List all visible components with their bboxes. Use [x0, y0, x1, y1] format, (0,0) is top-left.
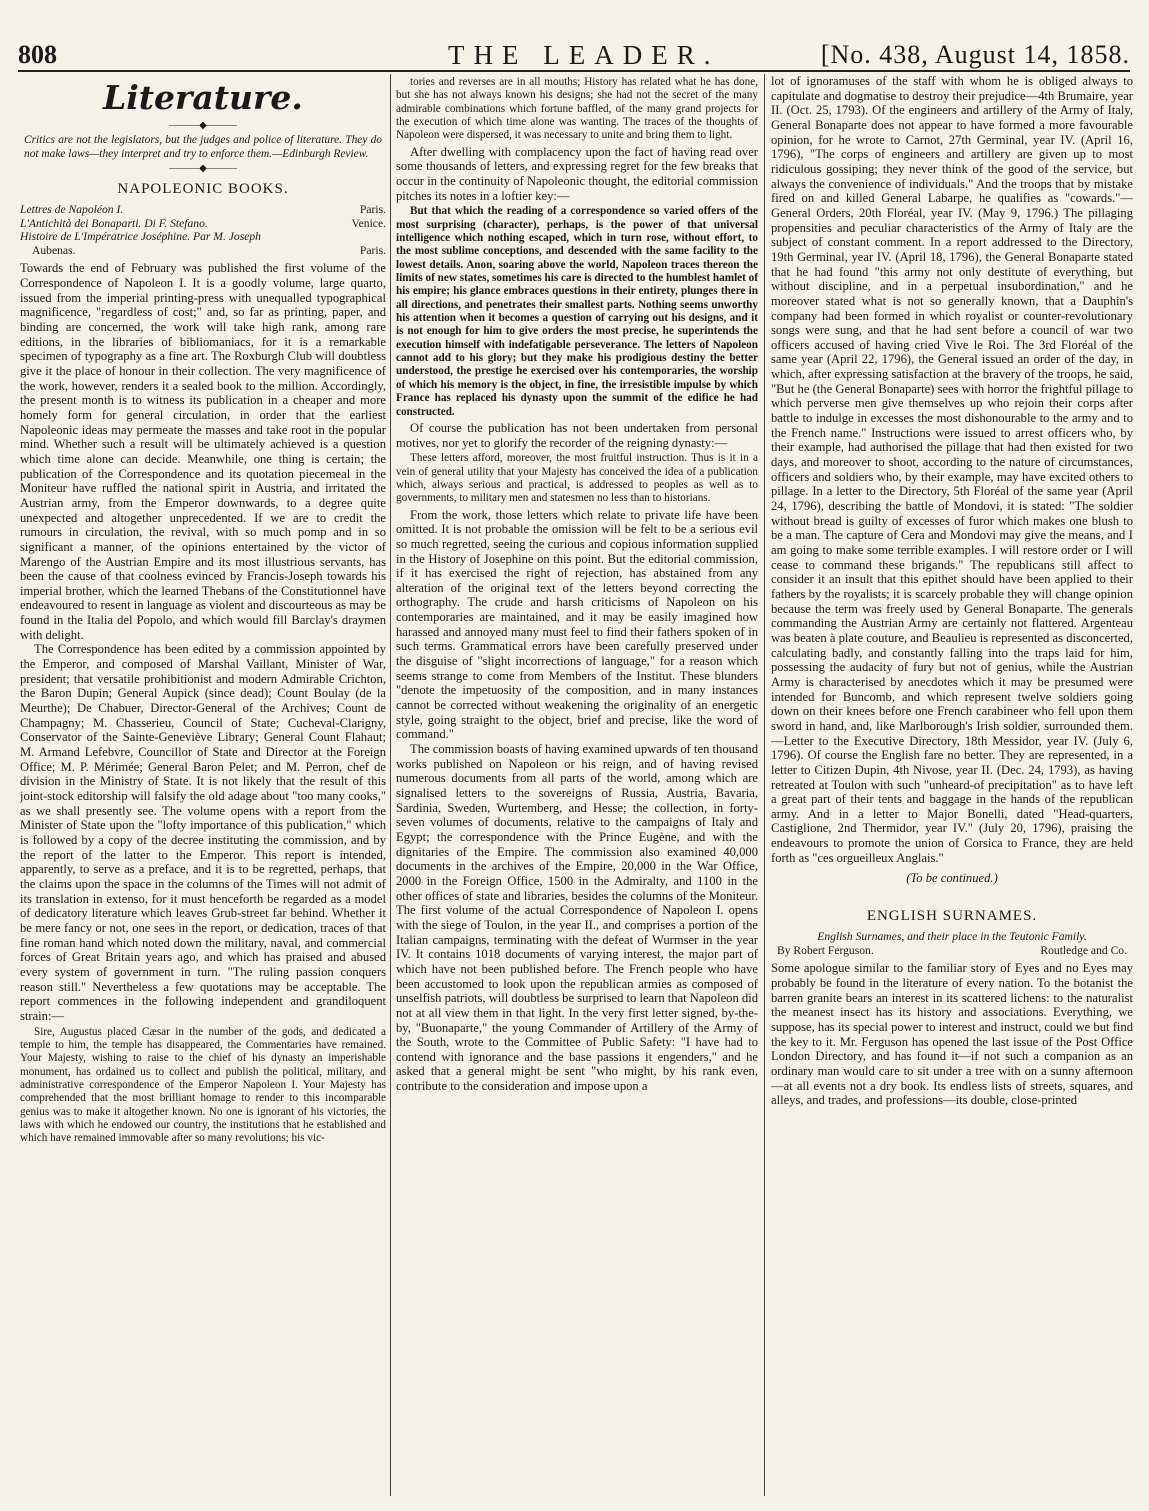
body-paragraph: lot of ignoramuses of the staff with whom he is obliged always to capitulate and dogmatise to destroy their prejudice—4th Brumaire, year II. (Oct. 25, 1793). Of the engineers and artillery of the Army of Italy, General Bonaparte does not appear to have formed a more favourable opinion, for he wrote to Carnot, 27th Germinal, year IV. (April 16, 1796), "The corps of engineers and artillery are given up to most ridiculous gossiping; they never think of the good of the service, but always the convenience of individuals." And the troops that by mistake fired on and killed General Labarpe, he qualifies as "cowards."—General Orders, 20th Floréal, year IV. (May 9, 1796.) The pillaging propensities and peculiar characteristics of the Army of Italy are the subject of constant comment. In a report addressed to the Directory, 19th Germinal, year IV. (April 18, 1796), the General Bonaparte stated that he had found "this army not only destitute of everything, but without discipline, and in a perpetual insubordination," and he moreover stated what is not so generally known, that a Dauphin's company had been formed in which royalist or counter-revolutionary songs were sung, and that he had sent before a council of war two officers accused of having cried Vive le Roi. The 3rd Floréal of the same year (April 22, 1796), the General issued an order of the day, in which, after expressing satisfaction at the bravery of the troops, he said, "But he (the General Bonaparte) sees with horror the frightful pillage to which perverse men give themselves up who rejoin their corps after battle to indulge in excesses the most dishonourable to the army and to the French name." Instructions were issued to arrest officers who, by their example, had authorised the pillage that had then existed for two days, and moreover to shoot, according to the nature of circumstances, officers and soldiers who, by their example, may have excited others to pillage. In a letter to the Directory, 5th Floréal of the same year (April 24, 1796), describing the battle of Mondovi, it is stated: "The soldier without bread is guilty of excesses of furor which makes one blush to be a man. The capture of Cera and Mondovi may give the means, and I am going to make some terrible examples. I will restore order or I will cease to command these brigands." The republicans still affect to consider it an insult that this epithet should have been applied to their fathers by the royalists; it is scarcely probable they will change opinion because the term was freely used by General Bonaparte. The generals commanding the Austrian Army are certainly not flattered. Argenteau was beaten à plate couture, and Beaulieu is represented as disconcerted, calculating badly, and constantly falling into the traps laid for him, possessing the audacity of fury but not of genius, while the Austrian Army is characterised by anecdotes which it may be presumed were intended for Buncomb, and which represent twelve soldiers going down on their knees before one French carabineer who fell upon them sword in hand, and, like Marlborough's Irish soldier, surrounded them.—Letter to the Executive Directory, 18th Messidor, year IV. (July 6, 1796). Of course the English fare no better. They are represented, in a letter to Citizen Dupin, 4th Nivose, year II. (Dec. 24, 1793), as having retreated at Toulon with such "unheard-of precipitation" as to have left a great part of their tents and baggage in the hands of the republican army. And in a letter to Major Bonelli, dated "Head-quarters, Castiglione, 2nd Thermidor, year IV." (July 20, 1796), praising the endeavours to promote the union of Corsica to France, they are held forth as "ces orgueilleux Anglais." [771, 74, 1133, 865]
body-paragraph: The Correspondence has been edited by a commission appointed by the Emperor, and composed of Marshal Vaillant, Minister of War, president; that versatile prohibitionist and modern Admirable Crichton, the Baron Dupin; General Aupick (since dead); Count Boulay (de la Meurthe); De Chabuer, Director-General of the Archives; Count de Champagny; M. Chasserieu, Council of State; Cucheval-Clarigny, Conservator of the Sainte-Geneviève Library; General Count Flahaut; M. Armand Lefebvre, Councillor of State and Director at the Foreign Office; M. P. Mérimée; General Baron Pelet; and M. Perron, chef de division in the Ministry of State. It is not likely that the result of this joint-stock editorship will falsify the old adage about "too many cooks," as we shall presently see. The volume opens with a report from the Minister of State upon the "lofty importance of this publication," which is followed by a copy of the decree instituting the commission, and by the report of the latter to the Emperor. This report is intended, apparently, to serve as a preface, and it is to be regretted, perhaps, that the claims upon the space in the columns of the Times will not admit of its translation in extenso, for it must henceforth be regarded as a model of dedicatory literature which leaves Grub-street far behind. Whether it be mere fancy or not, one sees in the report, or dedication, traces of that fine roman hand which noted down the military, naval, and commercial forces of Great Britain years ago, and which has praised and abused every system of government in turn. "The ruling passion conquers reason still." Nevertheless a few quotations may be acceptable. The report commences in the following independent and grandiloquent strain:— [20, 642, 386, 1023]
column-divider [390, 74, 391, 1496]
block-quote: These letters afford, moreover, the most fruitful instruction. Thus is it in a vein of general utility that your Majesty has conceived the idea of a publication which, always serious and practical, is addressed to peoples as well as to governments, to military men and statesmen no less than to historians. [396, 452, 758, 505]
bib-entry: Aubenas. Paris. [32, 243, 386, 257]
bib-entry: By Robert Ferguson. Routledge and Co. [777, 943, 1127, 957]
block-quote: But that which the reading of a correspondence so varied offers of the most surprising (character), perhaps, is the power of that universal intelligence which nothing escaped, which in turn rose, without effort, to the most sublime conceptions, and descended with the same facility to the lowest details. Anon, soaring above the world, Napoleon traces thereon the limits of new states, sometimes his care is directed to the humblest hamlet of his empire; his glance embraces questions in their entirety, plunges there in all directions, and penetrates their smallest parts. Nothing seems unworthy his attention when it becomes a question of carrying out his designs, and it is not enough for him to give orders the most precise, he superintends the execution himself with indefatigable perseverance. The letters of Napoleon cannot add to his glory; but they make his prodigious destiny the better understood, the prestige he exercised over his contemporaries, the worship of which his memory is the object, in fine, the irresistible impulse by which France has replaced his dynasty upon the summit of the edifice he had constructed. [396, 205, 758, 418]
body-paragraph: Some apologue similar to the familiar story of Eyes and no Eyes may probably be found in the literature of every nation. To the botanist the barren granite bears an interest in its scattered lichens: to the naturalist the meanest insect has its history and associations. Everything, we suppose, has its special power to interest and instruct, could we but find the key to it. Mr. Ferguson has opened the last issue of the Post Office London Directory, and has found it—if not such a companion as an ordinary man would care to sit under a tree with on a sunny afternoon—at all events not a dry book. Its endless lists of streets, squares, and alleys, and trades, and professions—its double, close-printed [771, 961, 1133, 1108]
body-paragraph: From the work, those letters which relate to private life have been omitted. It is not probable the omission will be felt to be a serious evil so much regretted, seeing the curious and copious information supplied in the History of Josephine on this point. But the editorial commission, if it has exercised the right of rejection, has abstained from any alteration of the original text of the letters beyond correcting the orthography. The crude and harsh criticisms of Napoleon on his contemporaries are maintained, and it may be easily imagined how harassed and annoyed many must feel to find their fathers spoken of in such terms. Grammatical errors have been carefully preserved under the disguise of "slight incorrections of language," for a reason which seems strange to come from Members of the Institut. These blunders "denote the impetuosity of the composition, and in many instances cannot be corrected without weakening the originality of an energetic style, going straight to the object, brief and precise, like the word of command." [396, 507, 758, 742]
body-paragraph: The commission boasts of having examined upwards of ten thousand works published on Napoleon or his reign, and of having revised numerous documents from all parts of the world, among which are signalised letters to the sovereigns of Russia, Austria, Bavaria, Sardinia, Sweden, Wurtemberg, and Hesse; the collection, in forty-seven volumes of documents, relative to the campaigns of Italy and Egypt; the correspondence with the Prince Eugène, and with the dignitaries of the Empire. The commission also examined 40,000 documents in the archives of the Empire, 20,000 in the War Office, 2000 in the Foreign Office, 1500 in the Admiralty, and 1100 in the other offices of state and libraries, besides the columns of the Moniteur. The first volume of the actual Correspondence of Napoleon I. opens with the siege of Toulon, in the year II., and comprises a portion of the Italian campaigns, terminating with the defeat of Wurmser in the year IV. It contains 1018 documents of varying interest, the major part of which have not been published before. The French people who have been accustomed to look upon the republican armies as composed of unselfish patriots, will doubtless be surprised to learn that Napoleon did not at all view them in that light. In the very first letter signed, by-the-by, "Buonaparte," the young Commander of Artillery of the Army of the South, wrote to the Committee of Public Safety: "I have had to contend with ignorance and the base passions it engenders," and he asked that a general might be sent "who might, by his rank even, contribute to the consideration and impose upon a [396, 742, 758, 1094]
page-header [18, 30, 1130, 72]
article-heading: ENGLISH SURNAMES. [866, 908, 1038, 925]
column-divider [764, 74, 765, 1496]
article-heading: NAPOLEONIC BOOKS. [117, 181, 289, 197]
section-motto: Critics are not the legislators, but the judges and police of literature. They do not make laws—they interpret and try to enforce them.—Edinburgh Review. [24, 134, 382, 160]
bib-entry: L'Antichità dei Bonaparti. Di F. Stefano. Venice. [20, 216, 386, 230]
block-quote: Sire, Augustus placed Cæsar in the number of the gods, and dedicated a temple to him, the temple has disappeared, the Commentaries have remained. Your Majesty, wishing to raise to the chief of his dynasty an imperishable monument, has ordained us to collect and publish the political, military, and administrative correspondence of the Emperor Napoleon I. Your Majesty has comprehended that the most brilliant homage to render to this incomparable genius was to make it altogether known. No one is ignorant of his victories, the laws with which he endowed our country, the institutions that he established and which have remained immovable after so many revolutions; his vic- [20, 1025, 386, 1145]
body-paragraph: After dwelling with complacency upon the fact of having read over some thousands of letters, and expressing regret for the few breaks that occur in the continuity of Napoleonic thought, the editorial commission pitches its notes in a loftier key:— [396, 144, 758, 203]
bibliography [20, 203, 386, 257]
page-number: 808 [18, 40, 57, 69]
ornament-divider: ———◆——— [169, 120, 237, 131]
continued-note: (To be continued.) [906, 871, 998, 886]
masthead-title: THE LEADER. [448, 40, 720, 70]
ornament-divider: ———◆——— [169, 163, 237, 174]
bib-title: English Surnames, and their place in the Teutonic Family. [817, 930, 1087, 944]
column-3 [771, 74, 1133, 1494]
column-2 [396, 74, 758, 1494]
bib-entry: Lettres de Napoléon I. Paris. [20, 203, 386, 216]
body-paragraph: Towards the end of February was published the first volume of the Correspondence of Napoleon I. It is a goodly volume, large quarto, issued from the imperial printing-press with unequalled typographical magnificence, "regardless of cost;" and, so far as printing, paper, and binding are concerned, the work will take high rank, among rare editions, in the libraries of bibliomaniacs, for it is a remarkable specimen of typography as a fine art. The Roxburgh Club will doubtless give it the place of honour in their collection. The very magnificence of the work, however, renders it a sealed book to the million. Accordingly, the present month is to witness its publication in a cheaper and more homely form for general circulation, in order that the earliest Napoleonic ideas may permeate the masses and take root in the popular mind. Whether such a result will be ultimately achieved is a question which time alone can decide. Meanwhile, one thing is certain; the publication of the Correspondence and its quotation piecemeal in the Moniteur have ruffled the national spirit in Austria, and irritated the Austrian army, from the Emperor downwards, to a degree quite unexpected and altogether unprecedented. If we are to credit the rumours in circulation, the revival, with so much pomp and in so significant a manner, of the opinions entertained by the victor of Marengo of the Austrian Empire and its most illustrious servants, has been the cause of that coolness evinced by Francis-Joseph towards his imperial brother, which the learned Thebans of the Constitutionnel have endeavoured to resent in language as violent and discourteous as may be found in the Italia del Popolo, and which would fill Barclay's draymen with delight. [20, 261, 386, 642]
block-quote: tories and reverses are in all mouths; History has related what he has done, but she has not always known his designs; she had not the secret of the many admirable combinations which fortune baffled, of the many grand projects for the execution of which time alone was wanting. The traces of the thoughts of Napoleon were dispersed, it was necessary to unite and bring them to light. [396, 76, 758, 142]
body-paragraph: Of course the publication has not been undertaken from personal motives, nor yet to glorify the recorder of the reigning dynasty:— [396, 420, 758, 450]
column-1 [20, 74, 386, 1494]
bibliography [771, 930, 1133, 957]
section-title: Literature. [103, 78, 303, 117]
bib-entry: Histoire de L'Impératrice Joséphine. Par M. Joseph [20, 230, 261, 244]
issue-date: [No. 438, August 14, 1858. [820, 40, 1130, 69]
